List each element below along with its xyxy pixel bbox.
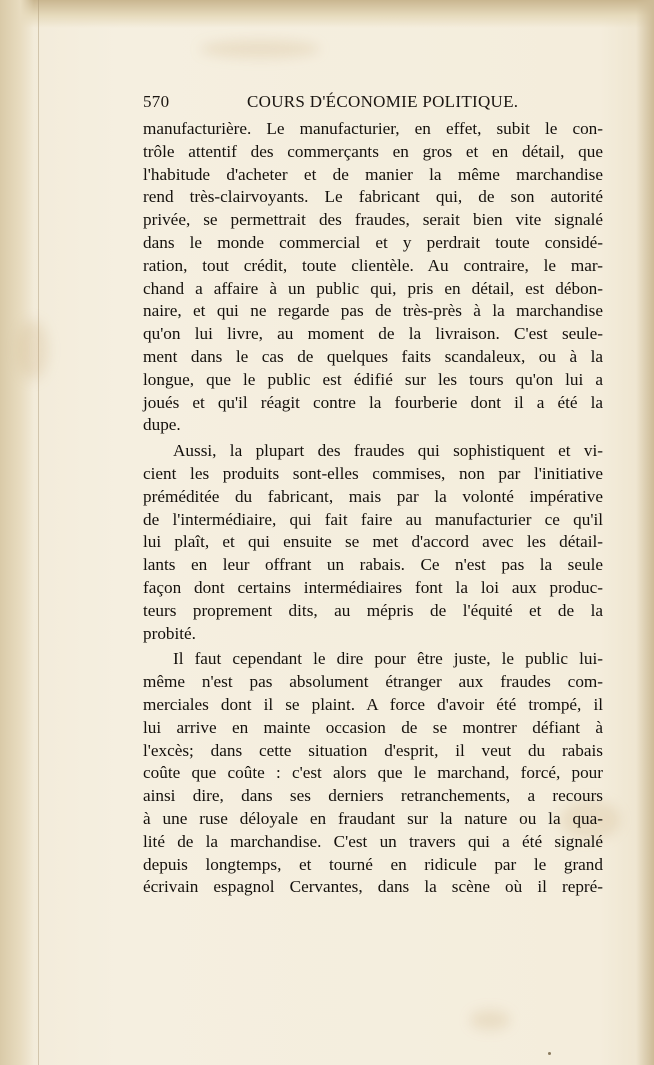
text-line: qu'on lui livre, au moment de la livraison. C'est seule- — [143, 324, 603, 344]
binding-crease — [38, 0, 39, 1065]
text-line: façon dont certains intermédiaires font la loi aux produc- — [143, 577, 603, 597]
text-line: joués et qu'il réagit contre la fourberie dont il a été la — [143, 392, 603, 412]
text-line: privée, se permettrait des fraudes, serait bien vite signalé — [143, 210, 603, 230]
paragraph — [143, 648, 603, 899]
text-line: de l'intermédiaire, qui fait faire au manufacturier ce qu'il — [143, 509, 603, 529]
foxing-stain — [18, 320, 48, 380]
text-line: naire, et qui ne regarde pas de très-près à la marchandise — [143, 301, 603, 321]
page-right-edge — [636, 0, 654, 1065]
text-line: même n'est pas absolument étranger aux fraudes com- — [143, 672, 603, 692]
text-line: l'excès; dans cette situation d'esprit, il veut du rabais — [143, 740, 603, 760]
text-line: Aussi, la plupart des fraudes qui sophistiquent et vi- — [173, 441, 603, 461]
text-line: lants en leur offrant un rabais. Ce n'est pas la seule — [143, 555, 603, 575]
text-line: merciales dont il se plaint. A force d'avoir été trompé, il — [143, 694, 603, 714]
running-title: COURS D'ÉCONOMIE POLITIQUE. — [247, 92, 519, 111]
page-number: 570 — [143, 92, 170, 111]
text-line: à une ruse déloyale en fraudant sur la nature ou la qua- — [143, 808, 603, 828]
text-line: depuis longtemps, et tourné en ridicule par le grand — [143, 854, 603, 874]
text-line: teurs proprement dits, au mépris de l'équité et de la — [143, 600, 603, 620]
text-line: écrivain espagnol Cervantes, dans la scène où il repré- — [143, 877, 603, 897]
text-line: dupe. — [143, 415, 181, 435]
text-line: rend très-clairvoyants. Le fabricant qui, de son autorité — [143, 187, 603, 207]
page-speck — [548, 1052, 551, 1055]
text-line: trôle attentif des commerçants en gros et en détail, que — [143, 141, 603, 161]
text-line: probité. — [143, 623, 196, 643]
body-text — [143, 118, 603, 899]
page-left-edge — [0, 0, 34, 1065]
text-line: l'habitude d'acheter et de manier la même marchandise — [143, 164, 603, 184]
text-line: cient les produits sont-elles commises, non par l'initiative — [143, 463, 603, 483]
text-line: longue, que le public est édifié sur les tours qu'on lui a — [143, 369, 603, 389]
paragraph — [143, 118, 603, 437]
running-header — [143, 92, 603, 114]
text-line: lui plaît, et qui ensuite se met d'accord avec les détail- — [143, 532, 603, 552]
text-line: lité de la marchandise. C'est un travers qui a été signalé — [143, 831, 603, 851]
text-line: chand a affaire à un public qui, pris en détail, est débon- — [143, 278, 603, 298]
foxing-stain — [200, 40, 320, 58]
text-line: Il faut cependant le dire pour être juste, le public lui- — [173, 649, 603, 669]
text-line: manufacturière. Le manufacturier, en effet, subit le con- — [143, 119, 603, 138]
text-line: ment dans le cas de quelques faits scandaleux, ou à la — [143, 346, 603, 366]
foxing-stain — [470, 1010, 510, 1030]
paragraph — [143, 440, 603, 645]
text-line: ration, tout crédit, toute clientèle. Au contraire, le mar- — [143, 255, 603, 275]
page-top-edge — [0, 0, 654, 28]
text-line: dans le monde commercial et y perdrait toute considé- — [143, 232, 603, 252]
text-line: préméditée du fabricant, mais par la volonté impérative — [143, 486, 603, 506]
text-line: ainsi dire, dans ses derniers retranchements, a recours — [143, 786, 603, 806]
text-line: lui arrive en mainte occasion de se montrer défiant à — [143, 717, 603, 737]
text-line: coûte que coûte : c'est alors que le marchand, forcé, pour — [143, 763, 603, 783]
